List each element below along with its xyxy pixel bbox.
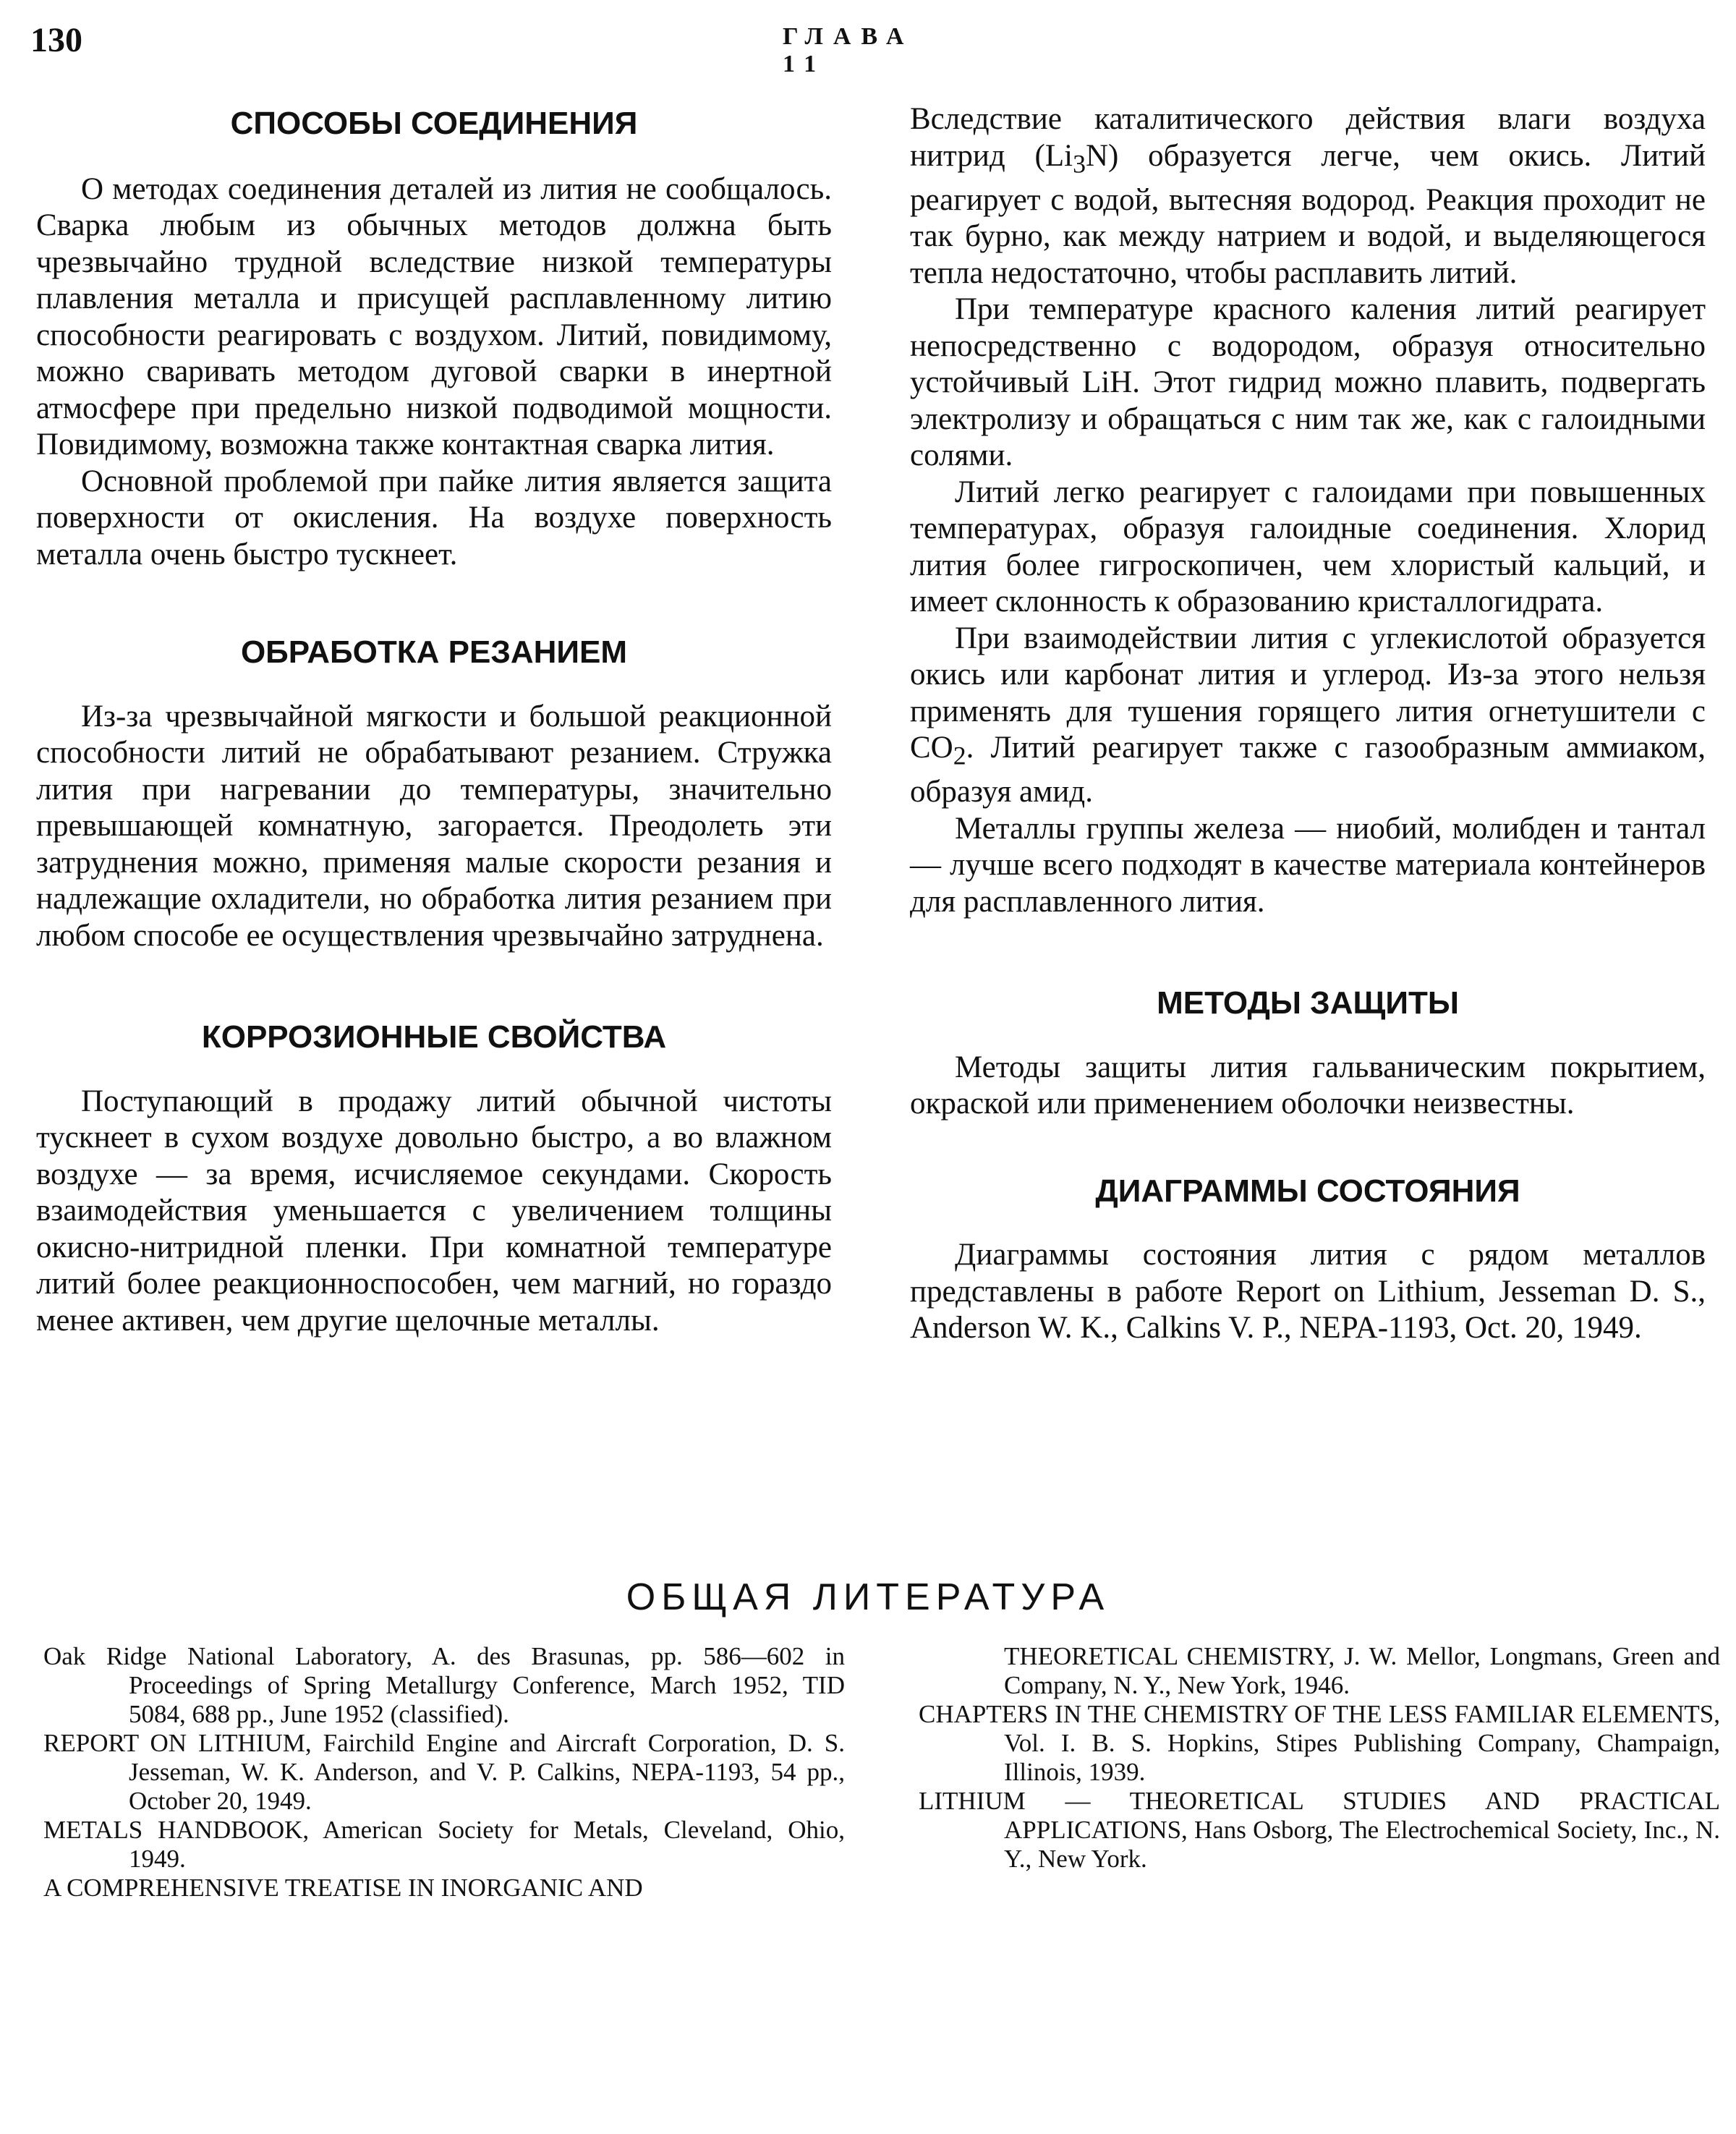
section-title-protection: МЕТОДЫ ЗАЩИТЫ	[1157, 985, 1459, 1021]
reference-item: Oak Ridge National Laboratory, A. des Brasunas, pp. 586—602 in Proceedings of Spring Metallurgy Conference, March 1952, TID 5084, 688 pp., June 1952 (classified).	[43, 1642, 845, 1728]
page-number: 130	[30, 21, 82, 59]
paragraph: Поступающий в продажу литий обычной чистоты тускнеет в сухом воздухе довольно быстро, а во влажном воздухе — за время, исчисляемое секундами. Скорость взаимодействия уменьшается с увеличением толщины окисно-нитридной пленки. При комнатной температуре литий более реакционноспособен, чем магний, но гораздо менее активен, чем другие щелочные металлы.	[36, 1084, 832, 1338]
paragraph: Из-за чрезвычайной мягкости и большой реакционной способности литий не обрабатывают резанием. Стружка лития при нагревании до температуры, значительно превышающей комнатную, загорается. Преодолеть эти затруднения можно, применяя малые скорости резания и надлежащие охладители, но обработка лития резанием при любом способе ее осуществления чрезвычайно затруднена.	[36, 699, 832, 953]
right-column	[910, 101, 1706, 1347]
chapter-heading: ГЛАВА 11	[783, 23, 914, 77]
left-column	[36, 101, 832, 1339]
reference-item: METALS HANDBOOK, American Society for Metals, Cleveland, Ohio, 1949.	[43, 1816, 845, 1873]
section-title-machining: ОБРАБОТКА РЕЗАНИЕМ	[240, 634, 628, 670]
section-title-joining: СПОСОБЫ СОЕДИНЕНИЯ	[230, 106, 638, 141]
running-header	[30, 20, 971, 77]
paragraph: Вследствие каталитического действия влаги воздуха нитрид $(Li_3N)$ образуется легче, чем окись. Литий реагирует с водой, вытесняя водород. Реакция проходит не так бурно, как между натрием и водой, и выделяющегося тепла недостаточно, чтобы расплавить литий.	[910, 102, 1706, 290]
paragraph: При взаимодействии лития с углекислотой образуется окись или карбонат лития и углерод. Из-за этого нельзя применять для тушения горящего лития огнетушители с $CO_2$. Литий реагирует также с газообразным аммиаком, образуя амид.	[910, 621, 1706, 809]
reference-item: THEORETICAL CHEMISTRY, J. W. Mellor, Longmans, Green and Company, N. Y., New York, 1946.	[1004, 1642, 1720, 1699]
paragraph: При температуре красного каления литий реагирует непосредственно с водородом, образуя относительно устойчивый LiH. Этот гидрид можно плавить, подвергать электролизу и обращаться с ним так же, как с галоидными солями.	[910, 292, 1706, 473]
paragraph: Диаграммы состояния лития с рядом металлов представлены в работе Report on Lithium, Jesseman D. S., Anderson W. K., Calkins V. P., NEPA-1193, Oct. 20, 1949.	[910, 1238, 1706, 1346]
references-left	[43, 1642, 845, 1903]
section-title-phase-diagrams: ДИАГРАММЫ СОСТОЯНИЯ	[1095, 1173, 1520, 1209]
reference-item: CHAPTERS IN THE CHEMISTRY OF THE LESS FAMILIAR ELEMENTS, Vol. I. B. S. Hopkins, Stipes Publishing Company, Champaign, Illinois, 1939.	[919, 1700, 1720, 1786]
paragraph: Основной проблемой при пайке лития является защита поверхности от окисления. На воздухе поверхность металла очень быстро тускнеет.	[36, 464, 832, 571]
section-title-corrosion: КОРРОЗИОННЫЕ СВОЙСТВА	[201, 1019, 667, 1055]
paragraph: Методы защиты лития гальваническим покрытием, окраской или применением оболочки неизвестны.	[910, 1050, 1706, 1121]
paragraph: О методах соединения деталей из лития не сообщалось. Сварка любым из обычных методов должна быть чрезвычайно трудной вследствие низкой температуры плавления металла и присущей расплавленному литию способности реагировать с воздухом. Литий, повидимому, можно сваривать методом дуговой сварки в инертной атмосфере при предельно низкой подводимой мощности. Повидимому, возможна также контактная сварка лития.	[36, 171, 832, 462]
paragraph: Металлы группы железа — ниобий, молибден и тантал — лучше всего подходят в качестве материала контейнеров для расплавленного лития.	[910, 811, 1706, 919]
reference-item: A COMPREHENSIVE TREATISE IN INORGANIC AND	[43, 1874, 643, 1902]
references-right	[919, 1642, 1720, 1874]
paragraph: Литий легко реагирует с галоидами при повышенных температурах, образуя галоидные соединения. Хлорид лития более гигроскопичен, чем хлористый кальций, и имеет склонность к образованию кристаллогидрата.	[910, 475, 1706, 619]
reference-item: LITHIUM — THEORETICAL STUDIES AND PRACTICAL APPLICATIONS, Hans Osborg, The Electrochemical Society, Inc., N. Y., New York.	[919, 1787, 1720, 1873]
reference-item: REPORT ON LITHIUM, Fairchild Engine and Aircraft Corporation, D. S. Jesseman, W. K. Anderson, and V. P. Calkins, NEPA-1193, 54 pp., October 20, 1949.	[43, 1729, 845, 1815]
references-title: ОБЩАЯ ЛИТЕРАТУРА	[626, 1576, 1110, 1618]
